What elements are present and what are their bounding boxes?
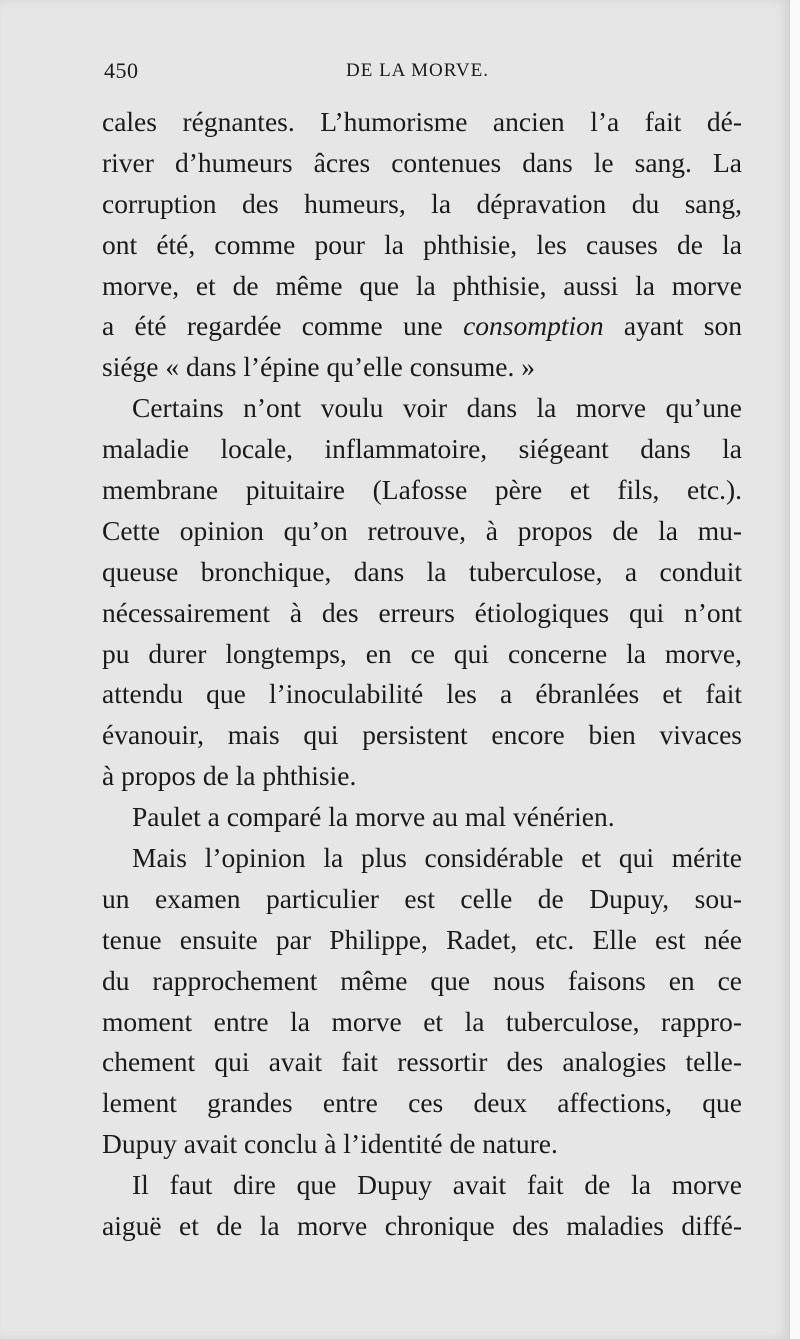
text-line: Il faut dire que Dupuy avait fait de la morve (132, 1169, 742, 1201)
running-head: DE LA MORVE. (346, 60, 489, 81)
text-segment: a été regardée comme une (102, 310, 464, 342)
text-line: river d’humeurs âcres contenues dans le sang. La (102, 146, 742, 178)
text-line: membrane pituitaire (Lafosse père et fils, etc.). (102, 474, 742, 506)
page-header (100, 58, 740, 88)
text-line: Paulet a comparé la morve au mal vénérien. (132, 801, 615, 833)
italic-term: consomption (463, 310, 604, 342)
text-line: attendu que l’inoculabilité les a ébranlées et fait (102, 678, 742, 710)
text-line: chement qui avait fait ressortir des analogies telle- (102, 1046, 742, 1078)
text-line: Dupuy avait conclu à l’identité de nature. (102, 1128, 558, 1160)
text-line: tenue ensuite par Philippe, Radet, etc. Elle est née (102, 923, 742, 955)
text-line: Cette opinion qu’on retrouve, à propos de la mu- (102, 514, 742, 546)
text-line (102, 306, 742, 347)
text-line: cales régnantes. L’humorisme ancien l’a fait dé- (102, 106, 742, 137)
page-edge (789, 0, 800, 1339)
text-line: lement grandes entre ces deux affections, que (102, 1087, 742, 1119)
text-line: un examen particulier est celle de Dupuy, sou- (102, 882, 742, 914)
text-line: siége « dans l’épine qu’elle consume. » (102, 351, 535, 383)
body-text (102, 102, 742, 1247)
text-line: ont été, comme pour la phthisie, les causes de la (102, 228, 742, 260)
text-line: moment entre la morve et la tuberculose, rappro- (102, 1005, 742, 1037)
text-line: corruption des humeurs, la dépravation du sang, (102, 187, 742, 219)
text-line: Certains n’ont voulu voir dans la morve qu’une (132, 392, 742, 424)
text-line: pu durer longtemps, en ce qui concerne la morve, (102, 637, 742, 669)
text-line: Mais l’opinion la plus considérable et qui mérite (132, 842, 742, 874)
text-line: nécessairement à des erreurs étiologiques qui n’ont (102, 596, 742, 628)
page-number: 450 (104, 58, 139, 83)
text-line: évanouir, mais qui persistent encore bien vivaces (102, 719, 742, 751)
text-line: queuse bronchique, dans la tuberculose, a conduit (102, 555, 742, 587)
text-line: aiguë et de la morve chronique des maladies diffé- (102, 1210, 742, 1242)
text-line: à propos de la phthisie. (102, 760, 357, 792)
text-segment: ayant son (603, 310, 742, 342)
text-line: morve, et de même que la phthisie, aussi la morve (102, 269, 742, 301)
text-line: du rapprochement même que nous faisons en ce (102, 964, 742, 996)
text-line: maladie locale, inflammatoire, siégeant dans la (102, 433, 742, 465)
